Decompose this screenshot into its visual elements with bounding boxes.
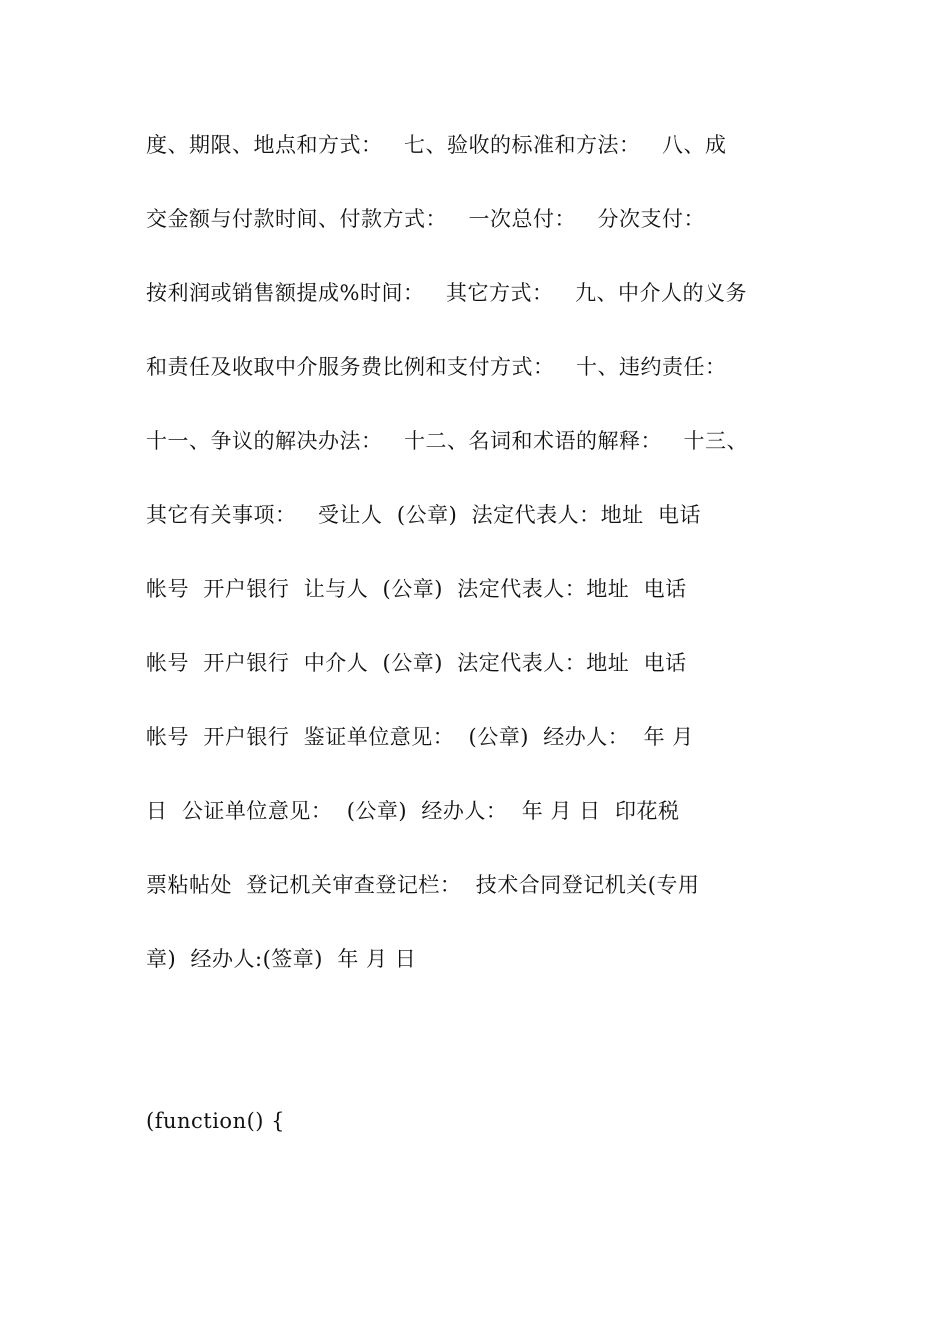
text-line-6: 其它有关事项： 受让人 (公章) 法定代表人：地址 电话 <box>146 503 701 527</box>
text-line-10: 日 公证单位意见： (公章) 经办人： 年 月 日 印花税 <box>146 799 680 823</box>
text-line-5: 十一、争议的解决办法： 十二、名词和术语的解释： 十三、 <box>146 429 749 453</box>
text-line-8: 帐号 开户银行 中介人 (公章) 法定代表人：地址 电话 <box>146 651 687 675</box>
text-line-11: 票粘帖处 登记机关审查登记栏： 技术合同登记机关(专用 <box>146 873 700 897</box>
text-line-4: 和责任及收取中介服务费比例和支付方式： 十、违约责任： <box>146 355 727 379</box>
text-line-7: 帐号 开户银行 让与人 (公章) 法定代表人：地址 电话 <box>146 577 687 601</box>
text-line-1: 度、期限、地点和方式： 七、验收的标准和方法： 八、成 <box>146 133 727 157</box>
text-line-9: 帐号 开户银行 鉴证单位意见： (公章) 经办人： 年 月 <box>146 725 694 749</box>
text-line-3: 按利润或销售额提成%时间： 其它方式： 九、中介人的义务 <box>146 281 748 305</box>
text-line-12: 章) 经办人:(签章) 年 月 日 <box>146 947 417 971</box>
code-snippet-line: (function() { <box>146 1109 286 1133</box>
text-line-2: 交金额与付款时间、付款方式： 一次总付： 分次支付： <box>146 207 706 231</box>
